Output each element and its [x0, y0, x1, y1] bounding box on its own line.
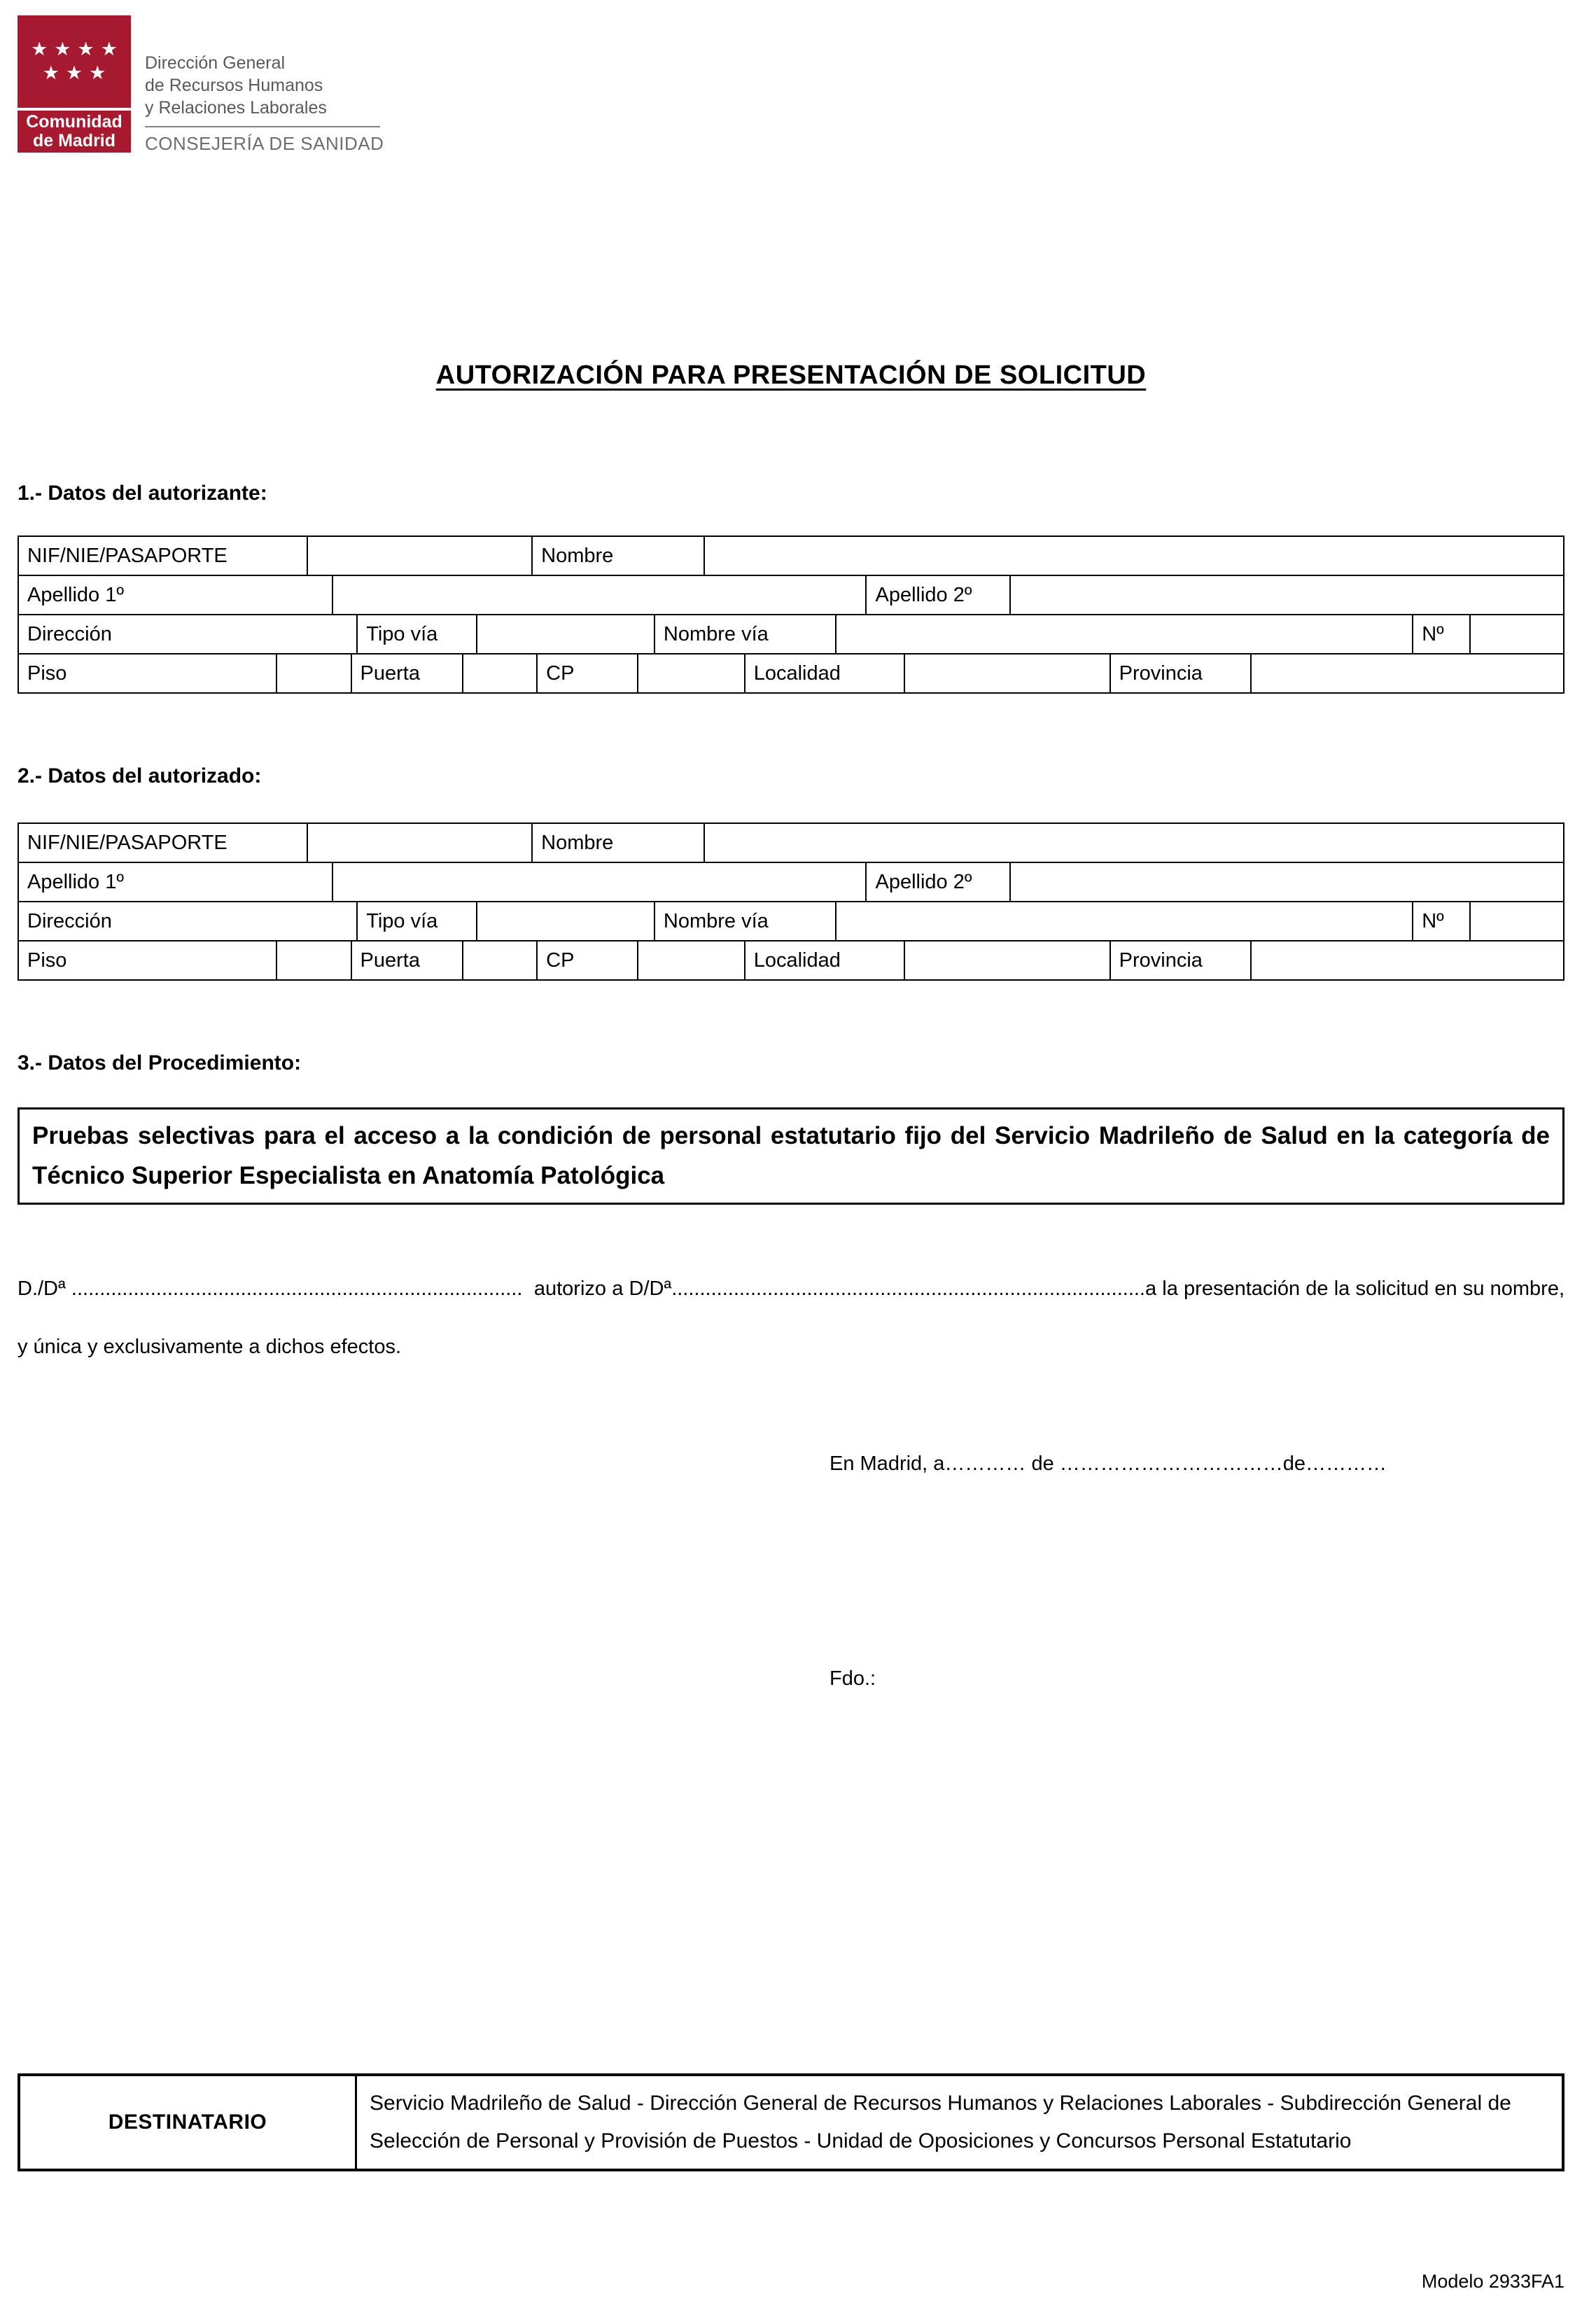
- signature-label[interactable]: Fdo.:: [830, 1667, 876, 1690]
- department-line-1: Dirección General: [145, 53, 286, 73]
- apellido2-input-cell[interactable]: [1009, 862, 1564, 902]
- stars-row-1: ★★★★: [31, 38, 124, 60]
- procedure-box: Pruebas selectivas para el acceso a la condición de personal estatutario fijo del Servicio Madrileño de Salud en la categoría de Técnico Superior Especialista en Anatomía Patológica: [18, 1107, 1564, 1205]
- direccion-label: Dirección: [18, 614, 358, 654]
- puerta-label: Puerta: [351, 940, 463, 981]
- apellido1-input-cell[interactable]: [332, 575, 867, 615]
- comunidad-madrid-logo: [18, 15, 131, 155]
- header-text-block: [145, 15, 384, 155]
- provincia-label: Provincia: [1110, 940, 1252, 981]
- madrid-flag-stars-icon: [18, 15, 131, 108]
- destinatario-table: [18, 2073, 1564, 2171]
- tipo-via-input-cell[interactable]: [476, 901, 655, 941]
- form-model-number: Modelo 2933FA1: [1421, 2271, 1564, 2292]
- nombre-via-input-cell[interactable]: [835, 901, 1414, 941]
- apellido1-label: Apellido 1º: [18, 862, 333, 902]
- piso-label: Piso: [18, 940, 277, 981]
- apellido1-input-cell[interactable]: [332, 862, 867, 902]
- apellido2-input-cell[interactable]: [1009, 575, 1564, 615]
- auth-blank-2[interactable]: ....................................................................................: [671, 1278, 1145, 1300]
- localidad-input-cell[interactable]: [904, 940, 1111, 981]
- table-row: [18, 901, 1564, 941]
- destinatario-text: Servicio Madrileño de Salud - Dirección General de Recursos Humanos y Relaciones Laborales - Subdirección General de Selección de Personal y Provisión de Puestos - Unidad de Oposiciones y Concursos Personal Estatutario: [370, 2092, 1511, 2152]
- cp-label: CP: [536, 940, 638, 981]
- section3-heading: 3.- Datos del Procedimiento:: [18, 1051, 302, 1074]
- table-row: [18, 575, 1564, 615]
- nombre-via-label: Nombre vía: [654, 901, 836, 941]
- nombre-via-label: Nombre vía: [654, 614, 836, 654]
- cp-input-cell[interactable]: [637, 940, 746, 981]
- localidad-label: Localidad: [744, 653, 905, 694]
- numero-input-cell[interactable]: [1469, 614, 1564, 654]
- stars-row-2: ★★★: [42, 62, 113, 83]
- apellido2-label: Apellido 2º: [865, 575, 1011, 615]
- department-line-2: de Recursos Humanos: [145, 76, 323, 95]
- auth-blank-1[interactable]: ................................................................................: [71, 1278, 523, 1300]
- destinatario-label: DESTINATARIO: [20, 2076, 357, 2169]
- table-row: [18, 653, 1564, 694]
- nombre-input-cell[interactable]: [704, 822, 1564, 863]
- localidad-input-cell[interactable]: [904, 653, 1111, 694]
- section1-heading: 1.- Datos del autorizante:: [18, 482, 267, 505]
- table-row: [18, 940, 1564, 981]
- provincia-input-cell[interactable]: [1250, 653, 1564, 694]
- nif-label: NIF/NIE/PASAPORTE: [18, 822, 308, 863]
- nombre-input-cell[interactable]: [704, 536, 1564, 576]
- nombre-via-input-cell[interactable]: [835, 614, 1414, 654]
- direccion-label: Dirección: [18, 901, 358, 941]
- piso-input-cell[interactable]: [276, 940, 351, 981]
- nombre-label: Nombre: [531, 822, 705, 863]
- apellido1-label: Apellido 1º: [18, 575, 333, 615]
- table-row: [18, 536, 1564, 576]
- authorizer-table: [18, 536, 1564, 694]
- tipo-via-label: Tipo vía: [356, 614, 477, 654]
- puerta-input-cell[interactable]: [462, 653, 538, 694]
- table-row: [18, 862, 1564, 902]
- logo-wordmark: [18, 111, 131, 153]
- auth-prefix: D./Dª: [18, 1278, 66, 1300]
- numero-input-cell[interactable]: [1469, 901, 1564, 941]
- header-divider: [145, 126, 380, 127]
- consejeria-label: CONSEJERÍA DE SANIDAD: [145, 133, 384, 154]
- section2-heading: 2.- Datos del autorizado:: [18, 764, 262, 788]
- tipo-via-input-cell[interactable]: [476, 614, 655, 654]
- piso-label: Piso: [18, 653, 277, 694]
- nif-input-cell[interactable]: [307, 822, 533, 863]
- date-line[interactable]: En Madrid, a………… de ……………………………de…………: [830, 1452, 1387, 1475]
- localidad-label: Localidad: [744, 940, 905, 981]
- nif-label: NIF/NIE/PASAPORTE: [18, 536, 308, 576]
- auth-suffix: a la presentación de la solicitud en su nombre, y única y exclusivamente a dichos efectos.: [18, 1278, 1565, 1358]
- auth-middle: autorizo a D/Dª: [533, 1278, 672, 1300]
- cp-label: CP: [536, 653, 638, 694]
- table-row: [18, 822, 1564, 863]
- provincia-label: Provincia: [1110, 653, 1252, 694]
- logo-name-line1: Comunidad: [26, 112, 122, 132]
- apellido2-label: Apellido 2º: [865, 862, 1011, 902]
- cp-input-cell[interactable]: [637, 653, 746, 694]
- authorized-table: [18, 822, 1564, 981]
- nombre-label: Nombre: [531, 536, 705, 576]
- table-row: [18, 614, 1564, 654]
- puerta-input-cell[interactable]: [462, 940, 538, 981]
- tipo-via-label: Tipo vía: [356, 901, 477, 941]
- nif-input-cell[interactable]: [307, 536, 533, 576]
- piso-input-cell[interactable]: [276, 653, 351, 694]
- authorization-paragraph: [18, 1260, 1564, 1376]
- logo-name-line2: de Madrid: [32, 131, 116, 150]
- provincia-input-cell[interactable]: [1250, 940, 1564, 981]
- puerta-label: Puerta: [351, 653, 463, 694]
- header: [18, 15, 384, 155]
- page-title: AUTORIZACIÓN PARA PRESENTACIÓN DE SOLICITUD: [435, 360, 1147, 390]
- numero-label: Nº: [1412, 901, 1471, 941]
- numero-label: Nº: [1412, 614, 1471, 654]
- department-line-3: y Relaciones Laborales: [145, 98, 327, 118]
